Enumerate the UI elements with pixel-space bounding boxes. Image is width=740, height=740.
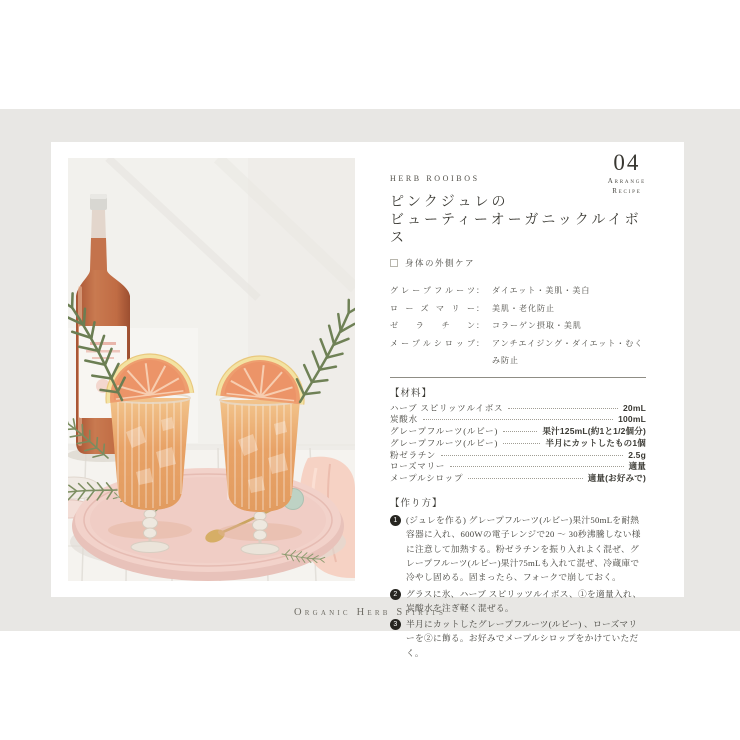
dotted-leader [441,455,623,456]
instruction-step: 1 (ジュレを作る) グレープフルーツ(ルビー)果汁50mLを耐熱容器に入れ、600Wの電子レンジで20 ～ 30秒沸騰しない様に注意して加熱する。粉ゼラチンを振り入れよく混ぜ、グレープフルーツ(ルビー)果汁75mLも入れて混ぜ、冷蔵庫で冷やし固める。固まったら、フォークで崩しておく。 [390,513,646,584]
pink-tray [70,468,346,581]
recipe-number-block [608,150,646,196]
title-line-1: ピンクジュレの [390,195,509,210]
dotted-leader [450,466,623,467]
step-number-badge: 2 [390,589,401,600]
recipe-number-label: Arrange Recipe [607,177,646,195]
instruction-step: 3 半月にカットしたグレープフルーツ(ルビー) 、ローズマリーを②に飾る。お好みでメープルシロップをかけていただく。 [390,617,646,660]
recipe-text-column [390,150,646,660]
benefit-row: メープルシロップ ： アンチエイジング・ダイエット・むくみ防止 [390,338,644,365]
ingredient-row: ローズマリー 適量 [390,461,646,472]
benefit-row: ローズマリー ： 美肌・老化防止 [390,303,555,313]
recipe-photo [68,158,355,581]
ingredient-row: ハーブ スピリッツルイボス 20mL [390,402,646,413]
section-divider [390,377,646,378]
ingredient-row: グレープフルーツ(ルビー) 半月にカットしたもの1個 [390,437,646,448]
benefit-row: ゼラチン ： コラーゲン摂取・美肌 [390,321,582,330]
dotted-leader [503,443,540,444]
ingredient-row: グレープフルーツ(ルビー) 果汁125mL(約1と1/2個分) [390,426,646,437]
dotted-leader [503,431,537,432]
care-tag [390,257,646,269]
title-line-2: ビューティーオーガニックルイボス [390,213,642,246]
ingredient-row: 粉ゼラチン 2.5g [390,449,646,460]
dotted-leader [423,419,613,420]
step-number-badge: 1 [390,515,401,526]
recipe-number: 04 [613,150,641,175]
ingredient-row: メープルシロップ 適量(お好みで) [390,473,646,484]
instruction-step: 2 グラスに氷、ハーブ スピリッツルイボス、①を適量入れ、炭酸水を注ぎ軽く混ぜる。 [390,587,646,616]
instructions-list [390,513,646,660]
checkbox-icon [390,259,398,267]
category-label: HERB ROOIBOS [390,174,480,183]
dotted-leader [468,478,582,479]
instructions-heading: 【作り方】 [390,499,443,510]
benefit-row: グレープフルーツ ： ダイエット・美肌・美白 [390,286,591,295]
step-number-badge: 3 [390,619,401,630]
dotted-leader [508,408,618,409]
care-tag-label: 身体の外側ケア [405,258,476,268]
page-title [390,194,646,248]
ingredients-heading: 【材料】 [390,388,433,399]
ingredients-list [390,403,646,486]
benefits-list [390,282,646,370]
ingredient-row: 炭酸水 100mL [390,414,646,425]
footer-brand: Organic Herb Spirits [293,607,447,618]
